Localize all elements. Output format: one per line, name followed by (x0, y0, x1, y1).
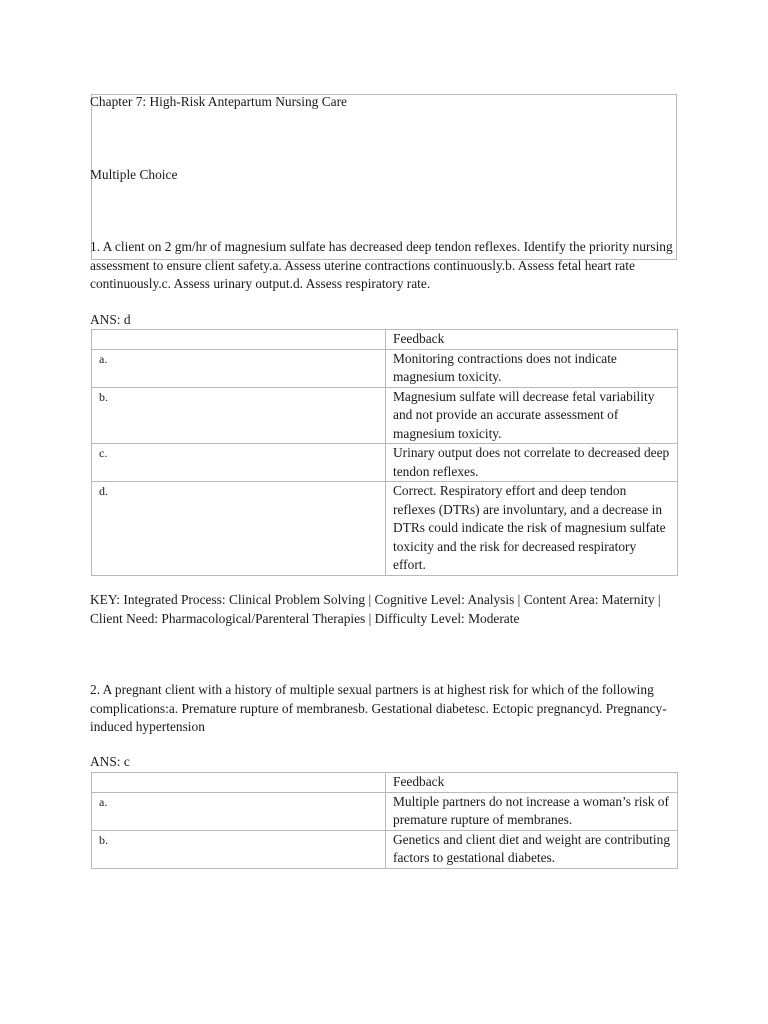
table-row (92, 482, 678, 576)
question-1-feedback-table (91, 329, 678, 576)
question-2-answer: ANS: c (90, 754, 130, 769)
table-row (92, 792, 678, 830)
question-1-text: 1. A client on 2 gm/hr of magnesium sulfate has decreased deep tendon reflexes. Identify the priority nursing assessment to ensure client safety.a. Assess uterine contractions continuously.b. Assess fetal heart rate continuously.c. Assess urinary output.d. Assess respiratory rate. (90, 239, 673, 291)
table-header-feedback: Feedback (386, 330, 678, 350)
table-row (92, 444, 678, 482)
option-label: d. (92, 482, 386, 576)
table-header-row (92, 773, 678, 793)
table-header-option (92, 330, 386, 350)
table-header-feedback: Feedback (386, 773, 678, 793)
option-label: b. (92, 830, 386, 868)
question-2-feedback-table (91, 772, 678, 869)
table-header-option (92, 773, 386, 793)
option-label: a. (92, 792, 386, 830)
option-feedback: Multiple partners do not increase a woman’s risk of premature rupture of membranes. (386, 792, 678, 830)
chapter-title: Chapter 7: High-Risk Antepartum Nursing Care (90, 94, 347, 109)
table-row (92, 349, 678, 387)
option-label: b. (92, 387, 386, 444)
question-1-key: KEY: Integrated Process: Clinical Problem Solving | Cognitive Level: Analysis | Content Area: Maternity | Client Need: Pharmacological/Parenteral Therapies | Difficulty Level: Moderate (90, 592, 661, 626)
option-label: c. (92, 444, 386, 482)
option-feedback: Magnesium sulfate will decrease fetal variability and not provide an accurate assessment of magnesium toxicity. (386, 387, 678, 444)
option-feedback: Urinary output does not correlate to decreased deep tendon reflexes. (386, 444, 678, 482)
table-row (92, 387, 678, 444)
option-label: a. (92, 349, 386, 387)
option-feedback: Genetics and client diet and weight are contributing factors to gestational diabetes. (386, 830, 678, 868)
section-title: Multiple Choice (90, 167, 178, 182)
option-feedback: Correct. Respiratory effort and deep tendon reflexes (DTRs) are involuntary, and a decrease in DTRs could indicate the risk of magnesium sulfate toxicity and the risk for decreased respiratory effort. (386, 482, 678, 576)
question-1-answer: ANS: d (90, 312, 131, 327)
table-row (92, 830, 678, 868)
option-feedback: Monitoring contractions does not indicate magnesium toxicity. (386, 349, 678, 387)
table-header-row (92, 330, 678, 350)
question-2-text: 2. A pregnant client with a history of multiple sexual partners is at highest risk for which of the following complications:a. Premature rupture of membranesb. Gestational diabetesc. Ectopic pregnancyd. Pregnancy-induced hypertension (90, 682, 667, 734)
